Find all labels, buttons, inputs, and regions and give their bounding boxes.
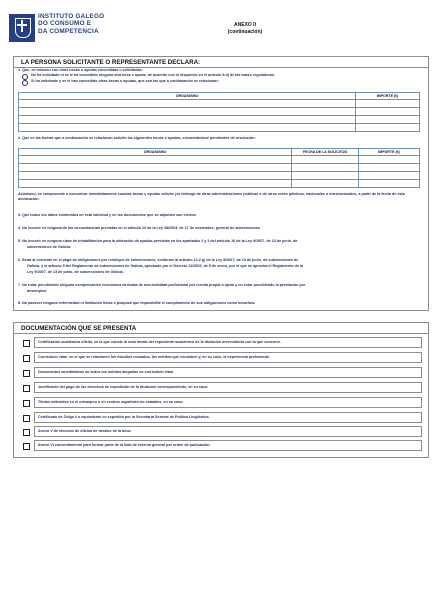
other-aid-table (18, 92, 420, 132)
logo-text (38, 13, 104, 35)
logo-line-2: DO CONSUMO E (38, 20, 92, 28)
table-cell[interactable] (292, 172, 359, 180)
table-cell[interactable] (19, 100, 356, 108)
document-row (34, 337, 422, 348)
declaration-section (13, 56, 429, 311)
document-row (34, 382, 422, 393)
galicia-seal-icon (9, 14, 35, 42)
table-cell[interactable] (359, 164, 420, 172)
document-label: Curriculum vitae, en el que se relacionen los estudios cursados, los méritos que considere y, en su caso, la experiencia profesional. (38, 355, 270, 359)
table-row (19, 156, 420, 164)
document-row (34, 352, 422, 363)
table-cell[interactable] (356, 108, 420, 116)
table-header-organismo: ORGANISMO (19, 149, 292, 156)
document-label: Títulos obtenidos en el extranjero o en centros españoles no estatales, en su caso. (38, 400, 184, 404)
declaration-item-3: 3. Que todos los datos contenidos en esta solicitud y en los documentos que se adjuntan son ciertos. (18, 213, 197, 217)
table-cell[interactable] (19, 108, 356, 116)
checkbox-doc-4[interactable] (23, 385, 30, 392)
declaration-item-4: 4. No incurrir en ninguna de las circunstancias previstas en el artículo 13 de la Ley 38/2003, de 17 de noviembre, general de subvenciones. (18, 226, 261, 230)
table-cell[interactable] (359, 180, 420, 188)
table-row (19, 180, 420, 188)
annex-subtitle: (continuación) (227, 29, 263, 35)
checkbox-doc-5[interactable] (23, 400, 30, 407)
document-row (34, 440, 422, 451)
annex-heading (195, 22, 295, 36)
declaration-item-1: 1. Que, en relación con otras becas o ayudas concedidas o solicitadas: (18, 68, 143, 72)
document-row (34, 412, 422, 423)
declaration-item-8: 8. No padecer ninguna enfermedad ni limitación física o psíquica que imposibilite el cumplimiento de sus obligaciones como becario/a. (18, 301, 256, 305)
table-cell[interactable] (292, 156, 359, 164)
table-cell[interactable] (356, 100, 420, 108)
table-cell[interactable] (359, 172, 420, 180)
declaration-item-6-cont2: Ley 9/2007, de 13 de junio, de subvenciones de Galicia. (27, 270, 124, 274)
declaration-item-5: 5. No incurrir en ninguna clase de inhabilitación para la obtención de ayudas previstas en los apartados 2 y 3 del artículo 10 de la Ley 9/2007, de 13 de junio, de (18, 239, 298, 243)
annex-title: ANEXO II (234, 22, 256, 28)
declaration-title: LA PERSONA SOLICITANTE O REPRESENTANTE DECLARA: (21, 59, 201, 66)
table-cell[interactable] (19, 172, 292, 180)
declaration-item-7-cont: desempleo. (27, 289, 48, 293)
checkbox-doc-3[interactable] (23, 370, 30, 377)
document-label: Justificante del pago de los derechos de expedición de la titulación correspondiente, en su caso. (38, 385, 209, 389)
document-label: Documentos acreditativos de todos los méritos alegados en curriculum vitae. (38, 370, 175, 374)
checkbox-doc-8[interactable] (23, 443, 30, 450)
table-cell[interactable] (19, 124, 356, 132)
document-label: Anexo V de elección de oficina de destino de la beca. (38, 429, 132, 433)
radio-yes-aid-label: Sí ha solicitado y se le han concedido otras becas o ayudas, que son las que a continuación se relacionan: (31, 79, 219, 83)
table-cell[interactable] (19, 164, 292, 172)
documentation-title: DOCUMENTACIÓN QUE SE PRESENTA (21, 325, 137, 332)
logo-line-3: DA COMPETENCIA (38, 27, 99, 35)
table-row (19, 124, 420, 132)
table-header-fecha: FECHA DE LA SOLICITUD (292, 149, 359, 156)
table-cell[interactable] (356, 124, 420, 132)
document-label: Anexo VI consentimiento para formar parte de la lista de reserva general por orden de puntuación. (38, 443, 211, 447)
table-header-importe: IMPORTE (€) (356, 93, 420, 100)
declaration-item-7: 7. No estar percibiendo ninguna compensación económica derivada de una actividad profesional por cuenta propia o ajena y no estar percibiendo la prestación por (18, 283, 306, 287)
document-row (34, 397, 422, 408)
table-cell[interactable] (292, 180, 359, 188)
documentation-section (13, 322, 429, 458)
pending-aid-table (18, 148, 420, 188)
checkbox-doc-1[interactable] (23, 340, 30, 347)
institution-logo (9, 12, 108, 46)
radio-yes-aid[interactable] (22, 80, 28, 86)
table-header-organismo: ORGANISMO (19, 93, 356, 100)
table-row (19, 116, 420, 124)
table-row (19, 172, 420, 180)
document-row (34, 367, 422, 378)
declaration-item-6: 6. Estar al corriente en el pago de obligaciones por reintegro de subvenciones, conforme al artículo 10.2.g) de la Ley 9/2007, de 13 de junio, de subvenciones de (18, 258, 299, 262)
table-cell[interactable] (19, 116, 356, 124)
checkbox-doc-7[interactable] (23, 429, 30, 436)
table-cell[interactable] (292, 164, 359, 172)
table-cell[interactable] (19, 156, 292, 164)
section-divider (14, 333, 428, 334)
commitment-paragraph: Asimismo, se compromete a comunicar inmediatamente cuantas becas y ayudas solicite y/o obtenga de otras administraciones públicas o de otros entes públicos, nacionales o internacionales, a partir de la fecha de esta declaración. (18, 192, 405, 201)
table-cell[interactable] (359, 156, 420, 164)
document-label: Certificación académica oficial, en la que conste la nota media del expediente académico de la titulación universitaria con la que concurre. (38, 340, 282, 344)
document-row (34, 426, 422, 437)
declaration-item-5-cont: subvenciones de Galicia. (27, 245, 72, 249)
logo-line-1: INSTITUTO GALEGO (38, 13, 105, 20)
checkbox-doc-6[interactable] (23, 415, 30, 422)
table-cell[interactable] (356, 116, 420, 124)
table-row (19, 100, 420, 108)
table-header-importe: IMPORTE (€) (359, 149, 420, 156)
table-row (19, 108, 420, 116)
table-cell[interactable] (19, 180, 292, 188)
declaration-item-2: 2. Que en las fechas que a continuación se relacionan solicitó las siguientes becas o ayudas, encontrándose pendientes de resolución: (18, 136, 256, 140)
declaration-item-6-cont: Galicia, y el artículo 9 del Reglamento de subvenciones de Galicia, aprobado por el Decreto 11/2009, de 8 de enero, por el que se aprueba el Reglamento de la (27, 264, 304, 268)
checkbox-doc-2[interactable] (23, 355, 30, 362)
document-label: Certificado de Celga 4 o equivalente co expedido por la Secretaría General de Política Lingüística. (38, 415, 210, 419)
radio-no-aid-label: No ha solicitado ni se le ha concedido ninguna otra beca o ayuda, de acuerdo con lo dispuesto en el artículo 5.d) de las bases reguladoras. (31, 73, 276, 77)
table-row (19, 164, 420, 172)
